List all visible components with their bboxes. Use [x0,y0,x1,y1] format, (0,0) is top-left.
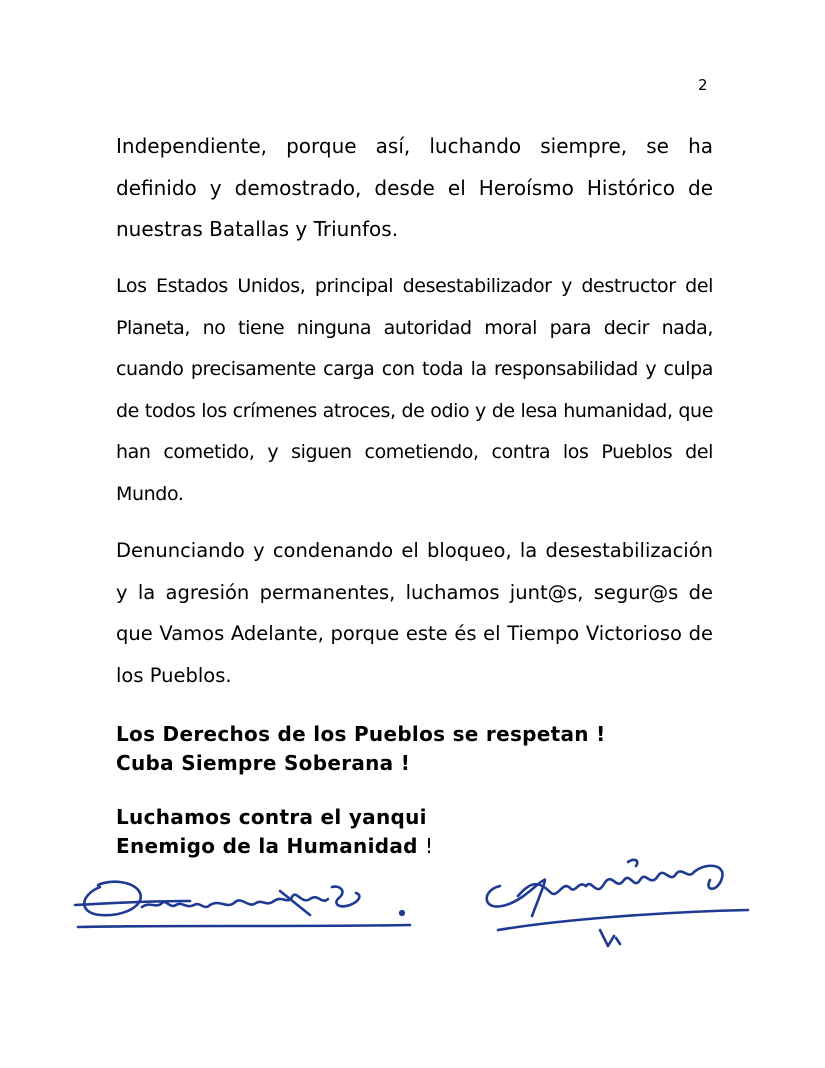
slogan-block-1 [116,720,606,778]
slogan-enemigo-text: Enemigo de la Humanidad [116,834,418,858]
slogan-block-2 [116,803,433,861]
slogan-cuba-soberana: Cuba Siempre Soberana ! [116,751,411,775]
page-number: 2 [698,76,708,94]
slogan-derechos: Los Derechos de los Pueblos se respetan ! [116,722,606,746]
slogan-enemigo-exclamation: ! [425,834,434,858]
paragraph-3: Denunciando y condenando el bloqueo, la desestabilización y la agresión permanentes, luchamos junt@s, segur@s de que Vamos Adelante, porque este és el Tiempo Victorioso de los Pueblos. [116,539,713,687]
paragraph-1: Independiente, porque así, luchando siempre, se ha definido y demostrado, desde el Heroísmo Histórico de nuestras Batallas y Triunfos. [116,134,713,241]
signature-right [478,840,758,950]
slogan-luchamos: Luchamos contra el yanqui [116,805,427,829]
paragraph-2: Los Estados Unidos, principal desestabilizador y destructor del Planeta, no tiene ninguna autoridad moral para decir nada, cuando precisamente carga con toda la responsabilidad y culpa de todos los crímenes atroces, de odio y de lesa humanidad, que han cometido, y siguen cometiendo, contra los Pueblos del Mundo. [116,275,713,505]
signature-left [70,865,420,945]
slogan-enemigo [116,832,433,861]
